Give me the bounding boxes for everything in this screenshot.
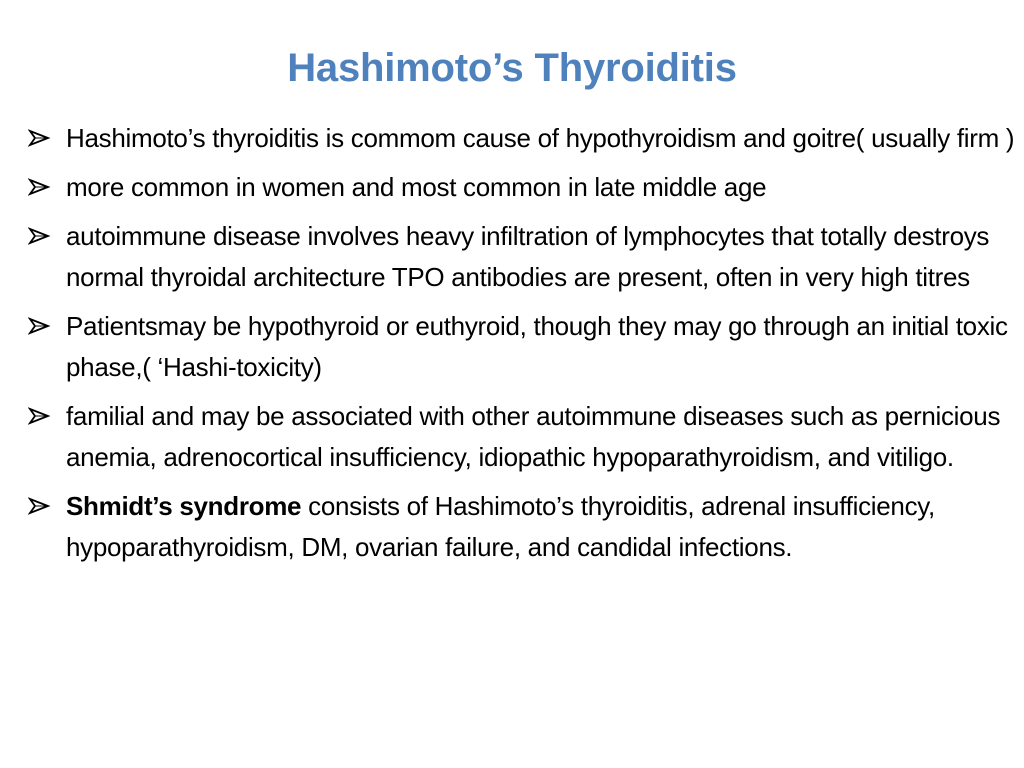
bullet-item: [28, 167, 1018, 208]
arrow-bullet-icon: [28, 317, 52, 335]
bullet-text: Patientsmay be hypothyroid or euthyroid, though they may go through an initial toxic phase,( ‘Hashi-toxicity): [66, 311, 1008, 382]
bullet-item: [28, 486, 1018, 568]
bullet-item: [28, 396, 1018, 478]
bullet-text: more common in women and most common in late middle age: [66, 172, 767, 202]
bullet-item: [28, 216, 1018, 298]
arrow-bullet-icon: [28, 497, 52, 515]
bullet-list: [28, 118, 1018, 576]
bullet-text: consists of Hashimoto’s thyroiditis, adrenal insufficiency, hypoparathyroidism, DM, ovarian failure, and candidal infections.: [66, 491, 935, 562]
bullet-item: [28, 118, 1018, 159]
bullet-text: autoimmune disease involves heavy infiltration of lymphocytes that totally destroys normal thyroidal architecture TPO antibodies are present, often in very high titres: [66, 221, 990, 292]
slide-title: Hashimoto’s Thyroiditis: [287, 46, 737, 90]
arrow-bullet-icon: [28, 178, 52, 196]
bullet-text: familial and may be associated with other autoimmune diseases such as pernicious anemia, adrenocortical insufficiency, idiopathic hypoparathyroidism, and vitiligo.: [66, 401, 1001, 472]
bullet-item: [28, 306, 1018, 388]
arrow-bullet-icon: [28, 129, 52, 147]
bullet-text: Hashimoto’s thyroiditis is commom cause of hypothyroidism and goitre( usually firm ): [66, 123, 1015, 153]
bullet-bold-term: Shmidt’s syndrome: [66, 491, 302, 521]
arrow-bullet-icon: [28, 407, 52, 425]
arrow-bullet-icon: [28, 227, 52, 245]
